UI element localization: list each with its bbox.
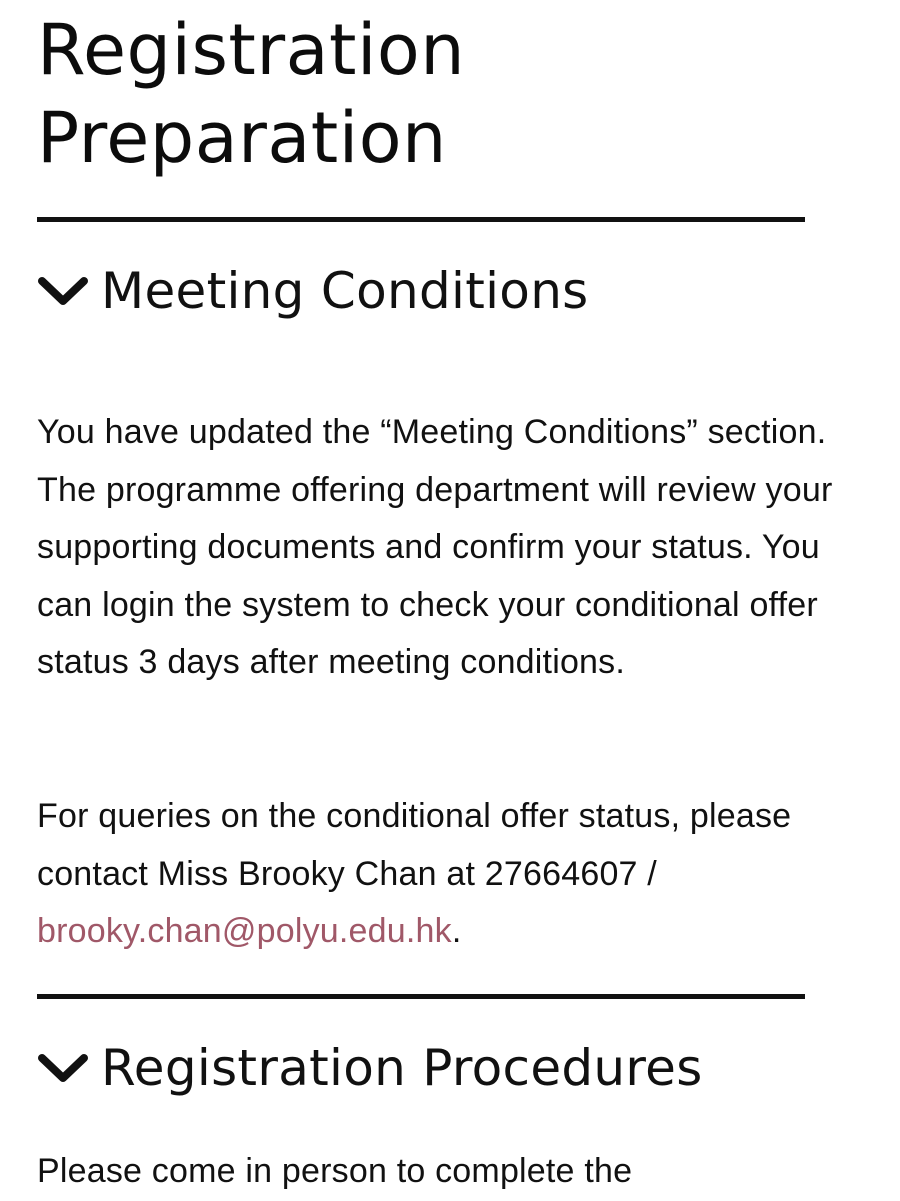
contact-suffix: . [451, 912, 462, 950]
registration-procedures-message: Please come in person to complete the [37, 1152, 633, 1190]
chevron-down-icon [37, 276, 89, 306]
section-title-meeting-conditions: Meeting Conditions [101, 262, 589, 320]
contact-information [37, 788, 867, 961]
section-divider [37, 217, 805, 222]
contact-text: For queries on the conditional offer status, please contact Miss Brooky Chan at 27664607 / [37, 797, 792, 893]
page-title: Registration Preparation [37, 9, 466, 179]
contact-email-link[interactable]: brooky.chan@polyu.edu.hk [37, 912, 452, 950]
chevron-down-icon [37, 1053, 89, 1083]
section-divider [37, 994, 805, 999]
meeting-conditions-toggle[interactable] [37, 256, 837, 326]
meeting-conditions-message: You have updated the “Meeting Conditions” section. The programme offering department will review your supporting documents and confirm your status. You can login the system to check your conditional offer status 3 days after meeting conditions. [37, 413, 833, 681]
section-title-registration-procedures: Registration Procedures [101, 1039, 703, 1097]
registration-procedures-toggle[interactable] [37, 1033, 837, 1103]
